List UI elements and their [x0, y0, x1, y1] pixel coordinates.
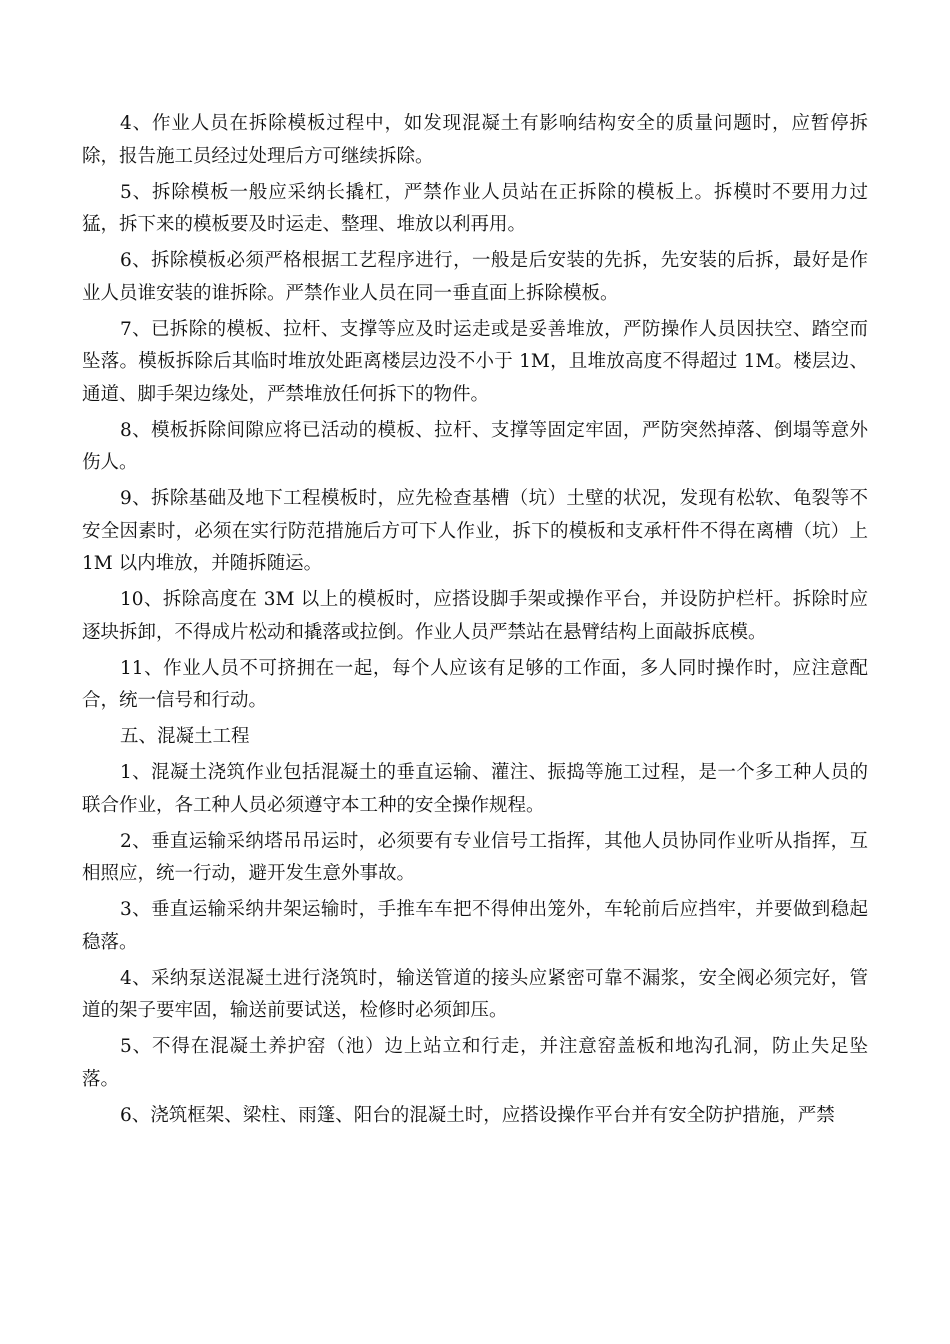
paragraph-item-4: 4、作业人员在拆除模板过程中，如发现混凝土有影响结构安全的质量问题时，应暂停拆除，报告施工员经过处理后方可继续拆除。: [82, 113, 868, 167]
paragraph-concrete-2: 2、垂直运输采纳塔吊吊运时，必须要有专业信号工指挥，其他人员协同作业听从指挥，互相照应，统一行动，避开发生意外事故。: [82, 830, 868, 884]
document-body: [82, 108, 868, 1136]
paragraph-concrete-5: 5、不得在混凝土养护窑（池）边上站立和行走，并注意窑盖板和地沟孔洞，防止失足坠落。: [82, 1036, 868, 1090]
paragraph-concrete-1: 1、混凝土浇筑作业包括混凝土的垂直运输、灌注、振捣等施工过程，是一个多工种人员的联合作业，各工种人员必须遵守本工种的安全操作规程。: [82, 762, 868, 816]
paragraph-item-10: 10、拆除高度在 3M 以上的模板时，应搭设脚手架或操作平台，并设防护栏杆。拆除时应逐块拆卸，不得成片松动和撬落或拉倒。作业人员严禁站在悬臂结构上面敲拆底模。: [82, 589, 868, 643]
paragraph-concrete-3: 3、垂直运输采纳井架运输时，手推车车把不得伸出笼外，车轮前后应挡牢，并要做到稳起稳落。: [82, 899, 868, 953]
section-heading: 五、混凝土工程: [120, 726, 250, 747]
paragraph-concrete-6: 6、浇筑框架、梁柱、雨篷、阳台的混凝土时，应搭设操作平台并有安全防护措施，严禁: [120, 1104, 835, 1126]
paragraph-item-6: 6、拆除模板必须严格根据工艺程序进行，一般是后安装的先拆，先安装的后拆，最好是作业人员谁安装的谁拆除。严禁作业人员在同一垂直面上拆除模板。: [82, 250, 868, 304]
paragraph-concrete-4: 4、采纳泵送混凝土进行浇筑时，输送管道的接头应紧密可靠不漏浆，安全阀必须完好，管道的架子要牢固，输送前要试送，检修时必须卸压。: [82, 967, 868, 1021]
paragraph-item-9: 9、拆除基础及地下工程模板时，应先检查基槽（坑）土壁的状况，发现有松软、龟裂等不安全因素时，必须在实行防范措施后方可下人作业，拆下的模板和支承杆件不得在离槽（坑）上 1M 以内堆放，并随拆随运。: [82, 488, 868, 574]
paragraph-item-11: 11、作业人员不可挤拥在一起，每个人应该有足够的工作面，多人同时操作时，应注意配合，统一信号和行动。: [82, 657, 868, 711]
paragraph-item-7: 7、已拆除的模板、拉杆、支撑等应及时运走或是妥善堆放，严防操作人员因扶空、踏空而坠落。模板拆除后其临时堆放处距离楼层边没不小于 1M，且堆放高度不得超过 1M。楼层边、通道、脚手架边缘处，严禁堆放任何拆下的物件。: [82, 318, 868, 405]
paragraph-item-8: 8、模板拆除间隙应将已活动的模板、拉杆、支撑等固定牢固，严防突然掉落、倒塌等意外伤人。: [82, 419, 868, 473]
paragraph-item-5: 5、拆除模板一般应采纳长撬杠，严禁作业人员站在正拆除的模板上。拆模时不要用力过猛，拆下来的模板要及时运走、整理、堆放以利再用。: [82, 181, 868, 235]
